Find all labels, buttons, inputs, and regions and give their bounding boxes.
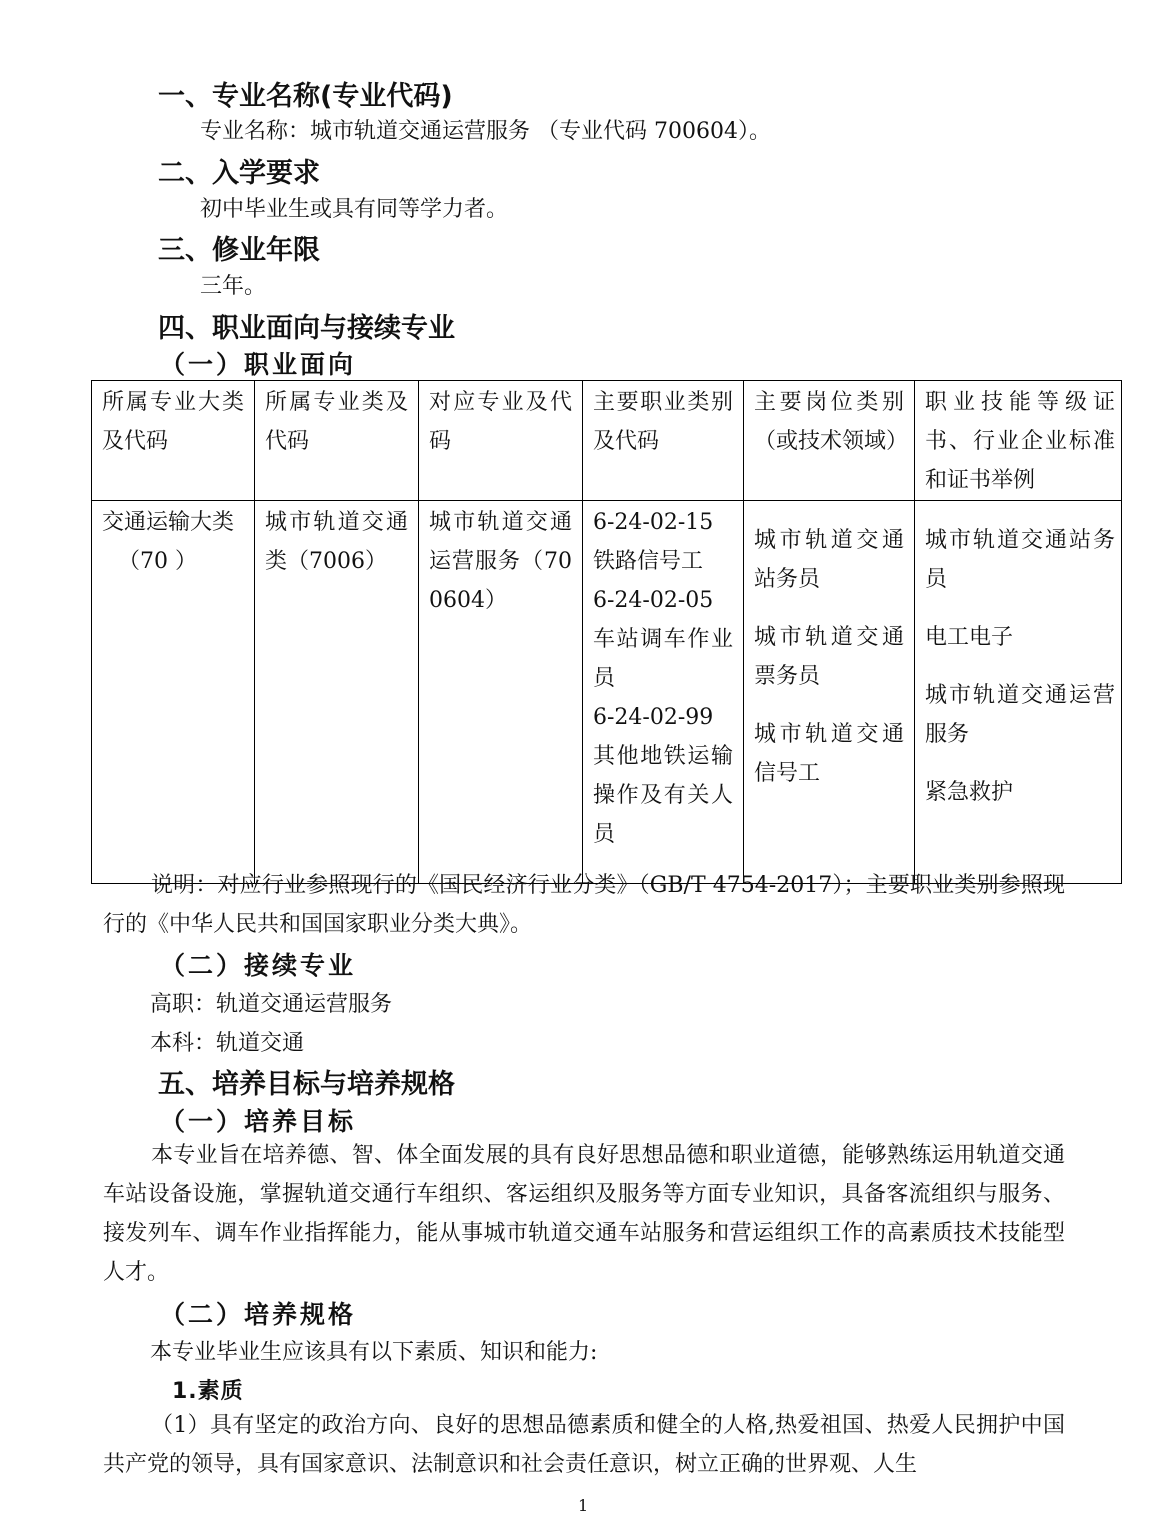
item-heading-quality: 1.素质 <box>172 1379 244 1404</box>
subheading-training-spec: （二）培养规格 <box>160 1300 357 1329</box>
occupation-table <box>91 380 1122 884</box>
page-number: 1 <box>578 1496 589 1515</box>
table-row <box>92 501 1122 884</box>
table-header-cell: 主要岗位类别（或技术领域） <box>744 381 915 501</box>
quality-item-1: （1）具有坚定的政治方向、良好的思想品德素质和健全的人格,热爱祖国、热爱人民拥护中国共产党的领导，具有国家意识、法制意识和社会责任意识，树立正确的世界观、人生 <box>103 1413 1065 1477</box>
table-header-cell: 对应专业及代码 <box>419 381 583 501</box>
table-header-cell: 主要职业类别及代码 <box>583 381 744 501</box>
table-cell-occupations: 6-24-02-15 铁路信号工 6-24-02-05 车站调车作业员 6-24-02-99 其他地铁运输操作及有关人员 <box>583 501 744 884</box>
section-heading-3: 三、修业年限 <box>158 235 320 266</box>
table-header-cell: 所属专业类及代码 <box>255 381 419 501</box>
section-heading-5: 五、培养目标与培养规格 <box>158 1069 455 1100</box>
table-note: 说明：对应行业参照现行的《国民经济行业分类》（GB/T 4754-2017）；主要职业类别参照现行的《中华人民共和国国家职业分类大典》。 <box>103 873 1065 937</box>
subheading-training-goal: （一）培养目标 <box>160 1107 357 1136</box>
subheading-continuing-major: （二）接续专业 <box>160 951 357 980</box>
table-cell-class: 城市轨道交通类（7006） <box>255 501 419 884</box>
table-cell-category: 交通运输大类 （70 ） <box>92 501 255 884</box>
subheading-career-orientation: （一）职业面向 <box>160 350 357 379</box>
table-cell-certificates: 城市轨道交通站务员 电工电子 城市轨道交通运营服务 紧急救护 <box>915 501 1122 884</box>
section-heading-1: 一、专业名称(专业代码) <box>158 81 453 112</box>
table-cell-positions: 城市轨道交通站务员 城市轨道交通票务员 城市轨道交通信号工 <box>744 501 915 884</box>
spec-intro-text: 本专业毕业生应该具有以下素质、知识和能力: <box>150 1340 598 1365</box>
duration-text: 三年。 <box>200 274 267 299</box>
section-heading-2: 二、入学要求 <box>158 158 320 189</box>
table-header-cell: 职业技能等级证书、行业企业标准和证书举例 <box>915 381 1122 501</box>
table-header-cell: 所属专业大类及代码 <box>92 381 255 501</box>
undergraduate-text: 本科：轨道交通 <box>150 1031 305 1056</box>
table-header-row <box>92 381 1122 501</box>
admission-text: 初中毕业生或具有同等学力者。 <box>200 197 509 222</box>
section-heading-4: 四、职业面向与接续专业 <box>158 313 455 344</box>
table-cell-major: 城市轨道交通运营服务（700604） <box>419 501 583 884</box>
higher-vocational-text: 高职：轨道交通运营服务 <box>150 992 393 1017</box>
major-name-text: 专业名称：城市轨道交通运营服务 （专业代码 700604）。 <box>200 119 771 144</box>
training-goal-paragraph: 本专业旨在培养德、智、体全面发展的具有良好思想品德和职业道德，能够熟练运用轨道交通车站设备设施，掌握轨道交通行车组织、客运组织及服务等方面专业知识，具备客流组织与服务、接发列车、调车作业指挥能力，能从事城市轨道交通车站服务和营运组织工作的高素质技术技能型人才。 <box>103 1143 1065 1285</box>
